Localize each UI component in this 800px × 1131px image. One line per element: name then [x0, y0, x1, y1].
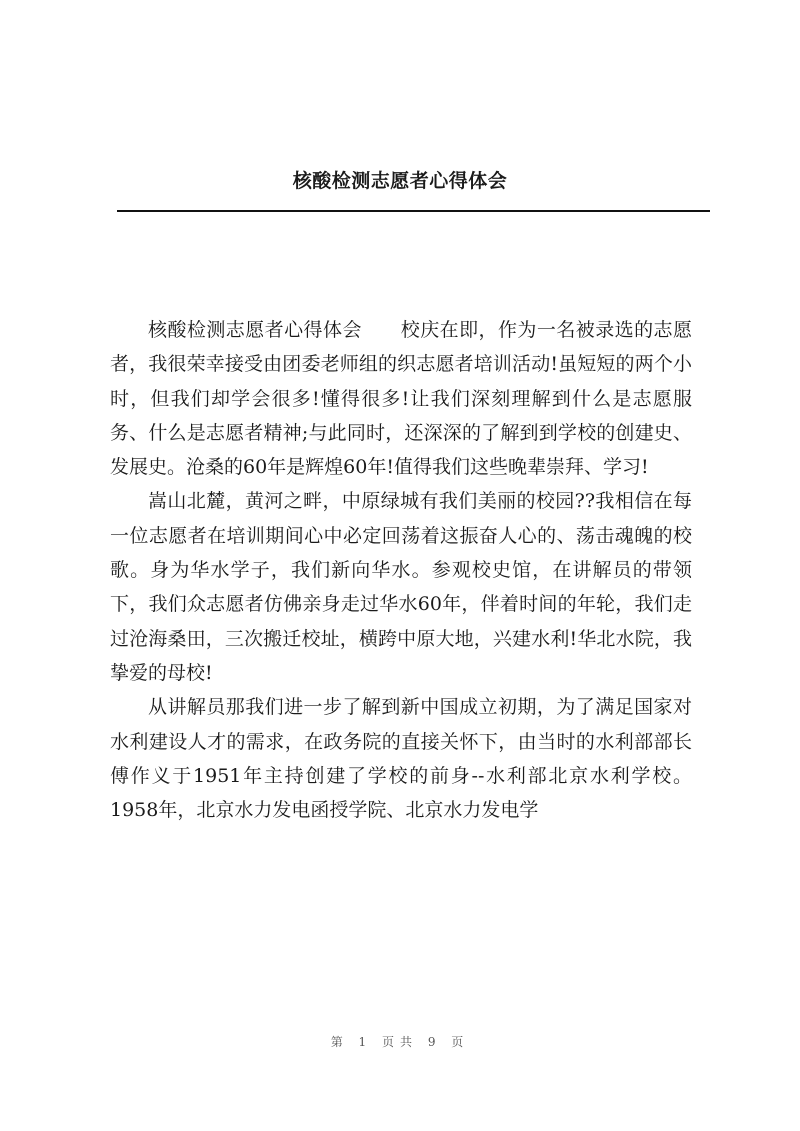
page-number-footer: 第 1 页共 9 页 — [330, 1035, 470, 1049]
title-divider — [117, 210, 710, 212]
document-body — [110, 313, 692, 827]
paragraph-3: 从讲解员那我们进一步了解到新中国成立初期，为了满足国家对水利建设人才的需求，在政务院的直接关怀下，由当时的水利部部长傅作义于1951年主持创建了学校的前身--水利部北京水利学校。1958年，北京水力发电函授学院、北京水力发电学 — [110, 696, 692, 822]
paragraph-1: 核酸检测志愿者心得体会 校庆在即，作为一名被录选的志愿者，我很荣幸接受由团委老师组的织志愿者培训活动!虽短短的两个小时，但我们却学会很多!懂得很多!让我们深刻理解到什么是志愿服务、什么是志愿者精神;与此同时，还深深的了解到到学校的创建史、发展史。沧桑的60年是辉煌60年!值得我们这些晚辈崇拜、学习! — [110, 319, 692, 479]
document-title: 核酸检测志愿者心得体会 — [292, 170, 508, 192]
paragraph-2: 嵩山北麓，黄河之畔，中原绿城有我们美丽的校园??我相信在每一位志愿者在培训期间心中必定回荡着这振奋人心的、荡击魂魄的校歌。身为华水学子，我们新向华水。参观校史馆，在讲解员的带领下，我们众志愿者仿佛亲身走过华水60年，伴着时间的年轮，我们走过沧海桑田，三次搬迁校址，横跨中原大地，兴建水利!华北水院，我挚爱的母校! — [110, 490, 692, 684]
